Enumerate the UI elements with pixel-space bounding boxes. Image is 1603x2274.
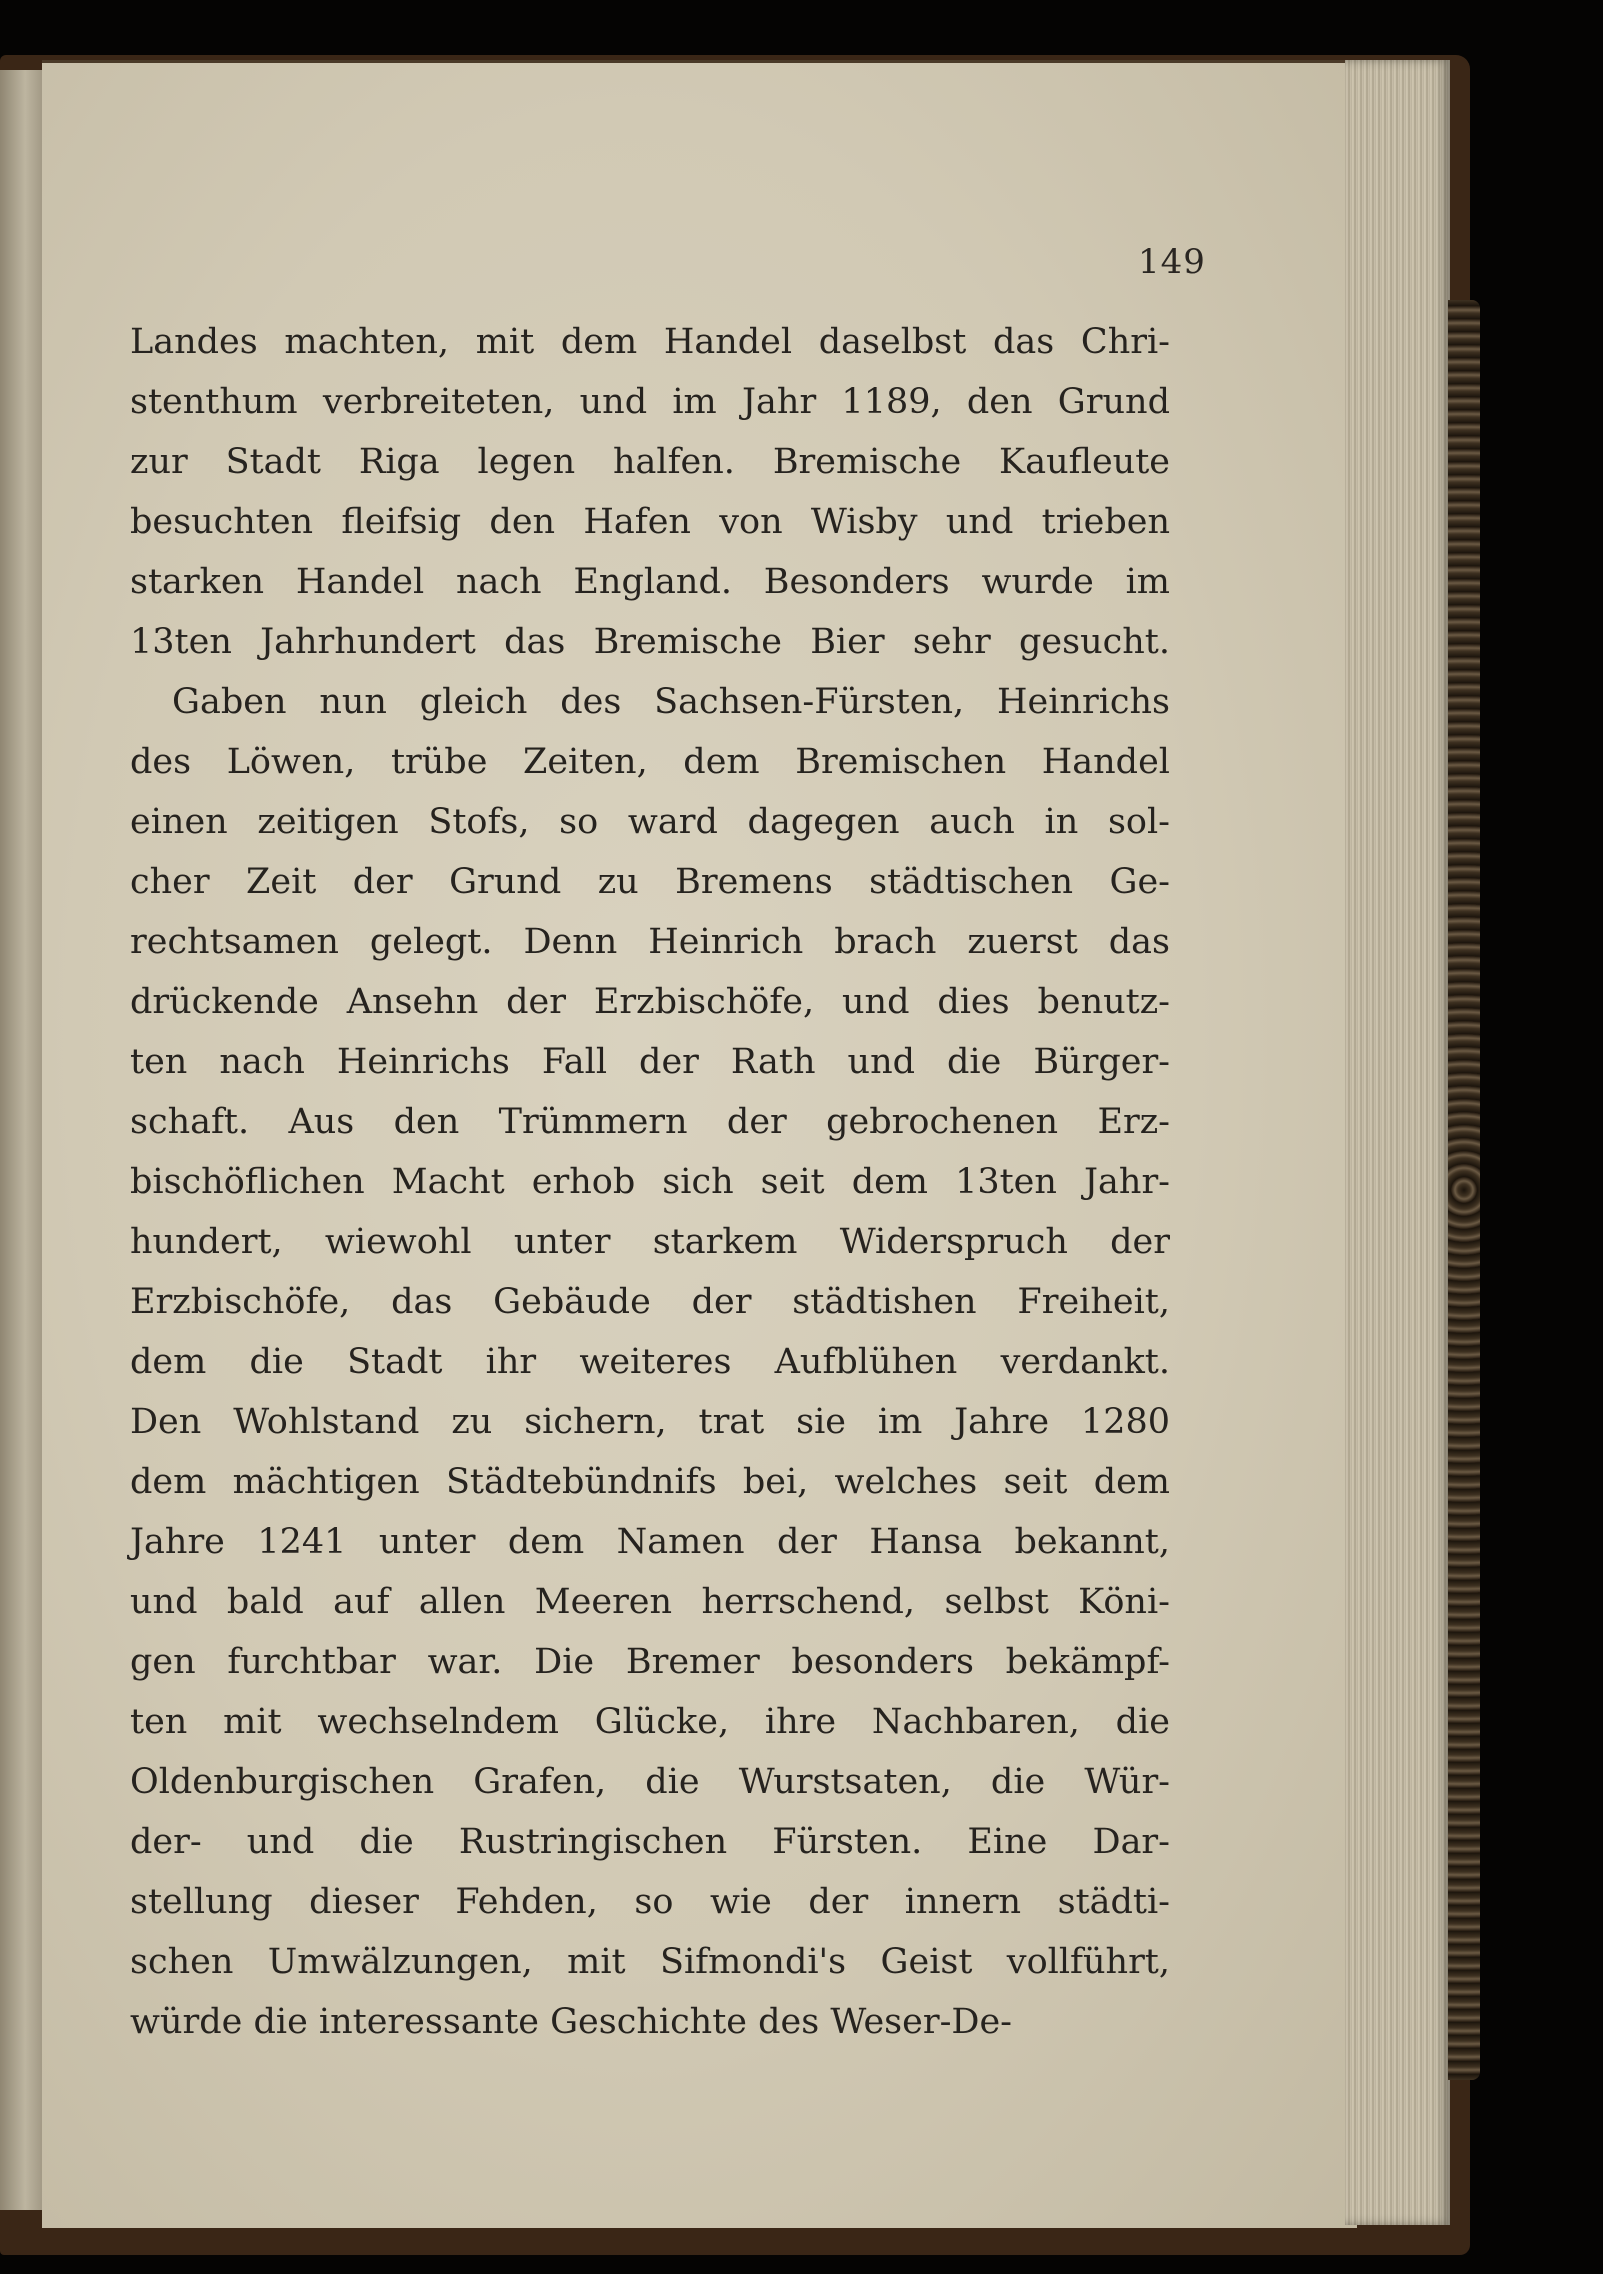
body-text [130, 312, 1170, 2052]
text-line: Jahre 1241 unter dem Namen der Hansa bekannt, [130, 1522, 1170, 1562]
text-line: 13ten Jahrhundert das Bremische Bier sehr gesucht. [130, 622, 1170, 662]
text-line: einen zeitigen Stofs, so ward dagegen auch in sol- [130, 802, 1170, 842]
text-line: dem die Stadt ihr weiteres Aufblühen verdankt. [130, 1342, 1170, 1382]
text-line: bischöflichen Macht erhob sich seit dem 13ten Jahr- [130, 1162, 1170, 1202]
text-line: starken Handel nach England. Besonders wurde im [130, 562, 1170, 602]
text-line: zur Stadt Riga legen halfen. Bremische Kaufleute [130, 442, 1170, 482]
text-line: drückende Ansehn der Erzbischöfe, und dies benutz- [130, 982, 1170, 1022]
page-block-edges [1345, 60, 1450, 2225]
text-line: rechtsamen gelegt. Denn Heinrich brach zuerst das [130, 922, 1170, 962]
text-line: stellung dieser Fehden, so wie der innern städti- [130, 1882, 1170, 1922]
text-line: Den Wohlstand zu sichern, trat sie im Jahre 1280 [130, 1402, 1170, 1442]
text-line: cher Zeit der Grund zu Bremens städtischen Ge- [130, 862, 1170, 902]
text-line: gen furchtbar war. Die Bremer besonders bekämpf- [130, 1642, 1170, 1682]
text-line: und bald auf allen Meeren herrschend, selbst Köni- [130, 1582, 1170, 1622]
previous-page-edge [0, 70, 44, 2210]
text-line: würde die interessante Geschichte des Weser-De- [130, 2002, 1012, 2042]
text-line: schen Umwälzungen, mit Sifmondi's Geist vollführt, [130, 1942, 1170, 1982]
marbled-cover-edge [1448, 300, 1480, 2080]
text-line: Oldenburgischen Grafen, die Wurstsaten, die Wür- [130, 1762, 1170, 1802]
text-line: des Löwen, trübe Zeiten, dem Bremischen Handel [130, 742, 1170, 782]
text-line: Gaben nun gleich des Sachsen-Fürsten, Heinrichs [172, 682, 1170, 722]
text-line: ten nach Heinrichs Fall der Rath und die Bürger- [130, 1042, 1170, 1082]
text-line: ten mit wechselndem Glücke, ihre Nachbaren, die [130, 1702, 1170, 1742]
text-line: hundert, wiewohl unter starkem Widerspruch der [130, 1222, 1170, 1262]
text-line: dem mächtigen Städtebündnifs bei, welches seit dem [130, 1462, 1170, 1502]
text-line: stenthum verbreiteten, und im Jahr 1189, den Grund [130, 382, 1170, 422]
text-line: Landes machten, mit dem Handel daselbst das Chri- [130, 322, 1170, 362]
page-number: 149 [1138, 242, 1206, 282]
text-line: schaft. Aus den Trümmern der gebrochenen Erz- [130, 1102, 1170, 1142]
text-line: besuchten fleifsig den Hafen von Wisby und trieben [130, 502, 1170, 542]
text-line: Erzbischöfe, das Gebäude der städtishen Freiheit, [130, 1282, 1170, 1322]
text-line: der- und die Rustringischen Fürsten. Eine Dar- [130, 1822, 1170, 1862]
